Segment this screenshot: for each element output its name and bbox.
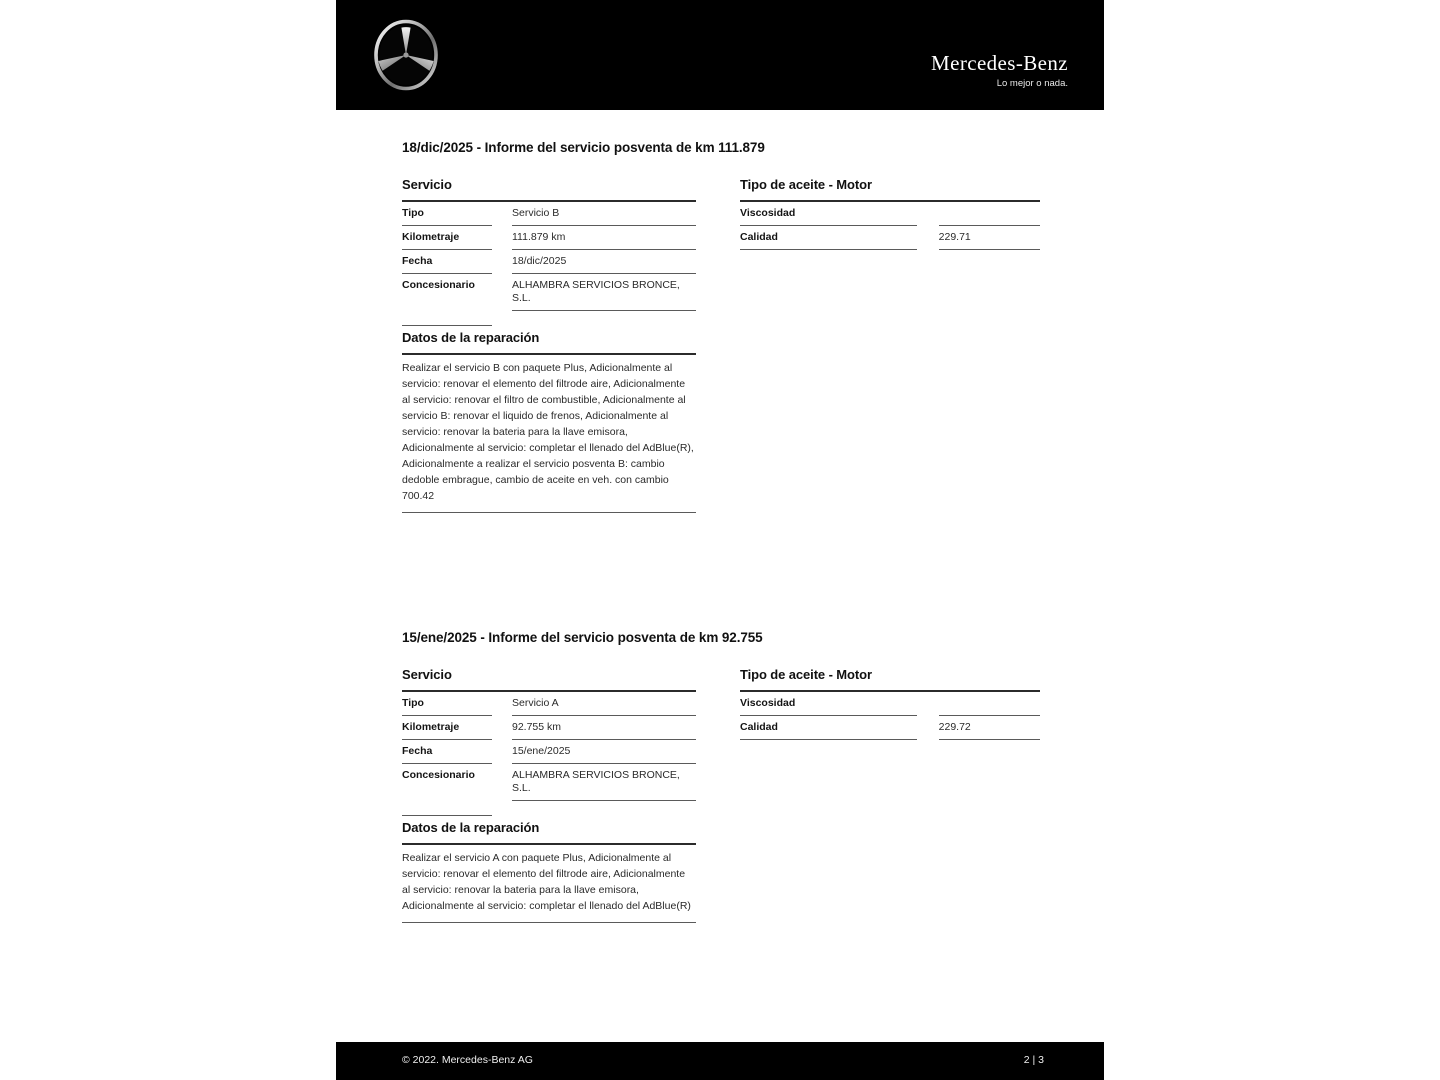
service-report-2 <box>336 330 1104 912</box>
service-report-1 <box>336 110 1104 502</box>
row-value: 18/dic/2025 <box>512 249 696 273</box>
document-header <box>336 0 1104 110</box>
row-label: Calidad <box>740 225 917 249</box>
row-label: Concesionario <box>402 768 475 781</box>
row-value: 92.755 km <box>512 715 696 739</box>
document-content <box>336 110 1104 912</box>
row-label: Fecha <box>402 739 492 763</box>
row-label: Tipo <box>402 202 492 225</box>
row-label: Kilometraje <box>402 225 492 249</box>
reparacion-text: Realizar el servicio A con paquete Plus, Adicionalmente al servicio: renovar el elemento del filtrode aire, Adicionalmente al servicio: renovar la bateria para la llave emisora, Adicionalmente al servicio: completar el llenado del AdBlue(R) <box>402 845 696 923</box>
reparacion-panel <box>402 820 696 923</box>
brand-name: Mercedes-Benz <box>931 51 1068 75</box>
row-label: Fecha <box>402 249 492 273</box>
servicio-heading: Servicio <box>402 177 452 192</box>
row-label: Concesionario <box>402 278 475 291</box>
mercedes-star-icon <box>370 19 442 91</box>
row-label: Viscosidad <box>740 202 917 225</box>
brand-tagline: Lo mejor o nada. <box>996 78 1068 89</box>
row-value: ALHAMBRA SERVICIOS BRONCE, S.L. <box>512 763 696 801</box>
row-value: Servicio B <box>512 202 696 225</box>
row-label: Tipo <box>402 692 492 715</box>
reparacion-heading: Datos de la reparación <box>402 330 540 345</box>
row-value: Servicio A <box>512 692 696 715</box>
footer-page-number: 2 | 3 <box>1023 1054 1044 1066</box>
footer-copyright: © 2022. Mercedes-Benz AG <box>402 1054 533 1066</box>
row-value: 111.879 km <box>512 225 696 249</box>
row-value: 229.72 <box>939 715 1040 739</box>
report-title: 18/dic/2025 - Informe del servicio posventa de km 111.879 <box>402 140 765 155</box>
row-value: ALHAMBRA SERVICIOS BRONCE, S.L. <box>512 273 696 311</box>
document-page <box>336 0 1104 1080</box>
aceite-heading: Tipo de aceite - Motor <box>740 177 872 192</box>
servicio-heading: Servicio <box>402 667 452 682</box>
row-label: Kilometraje <box>402 715 492 739</box>
reparacion-text: Realizar el servicio B con paquete Plus, Adicionalmente al servicio: renovar el elemento del filtrode aire, Adicionalmente al servicio: renovar el filtro de combustible, Adicionalmente al servicio B: renovar el liquido de frenos, Adicionalmente al servicio: renovar la bateria para la llave emisora, Adicionalmente al servicio: completar el llenado del AdBlue(R), Adicionalmente a realizar el servicio posventa B: cambio dedoble embrague, cambio de aceite en veh. con cambio 700.42 <box>402 355 696 513</box>
row-value: 15/ene/2025 <box>512 739 696 763</box>
brand-lockup <box>931 53 1068 89</box>
report-title: 15/ene/2025 - Informe del servicio posventa de km 92.755 <box>402 630 763 645</box>
row-label: Viscosidad <box>740 692 917 715</box>
aceite-heading: Tipo de aceite - Motor <box>740 667 872 682</box>
row-value: 229.71 <box>939 225 1040 249</box>
row-label: Calidad <box>740 715 917 739</box>
document-footer <box>336 1042 1104 1080</box>
reparacion-heading: Datos de la reparación <box>402 820 540 835</box>
